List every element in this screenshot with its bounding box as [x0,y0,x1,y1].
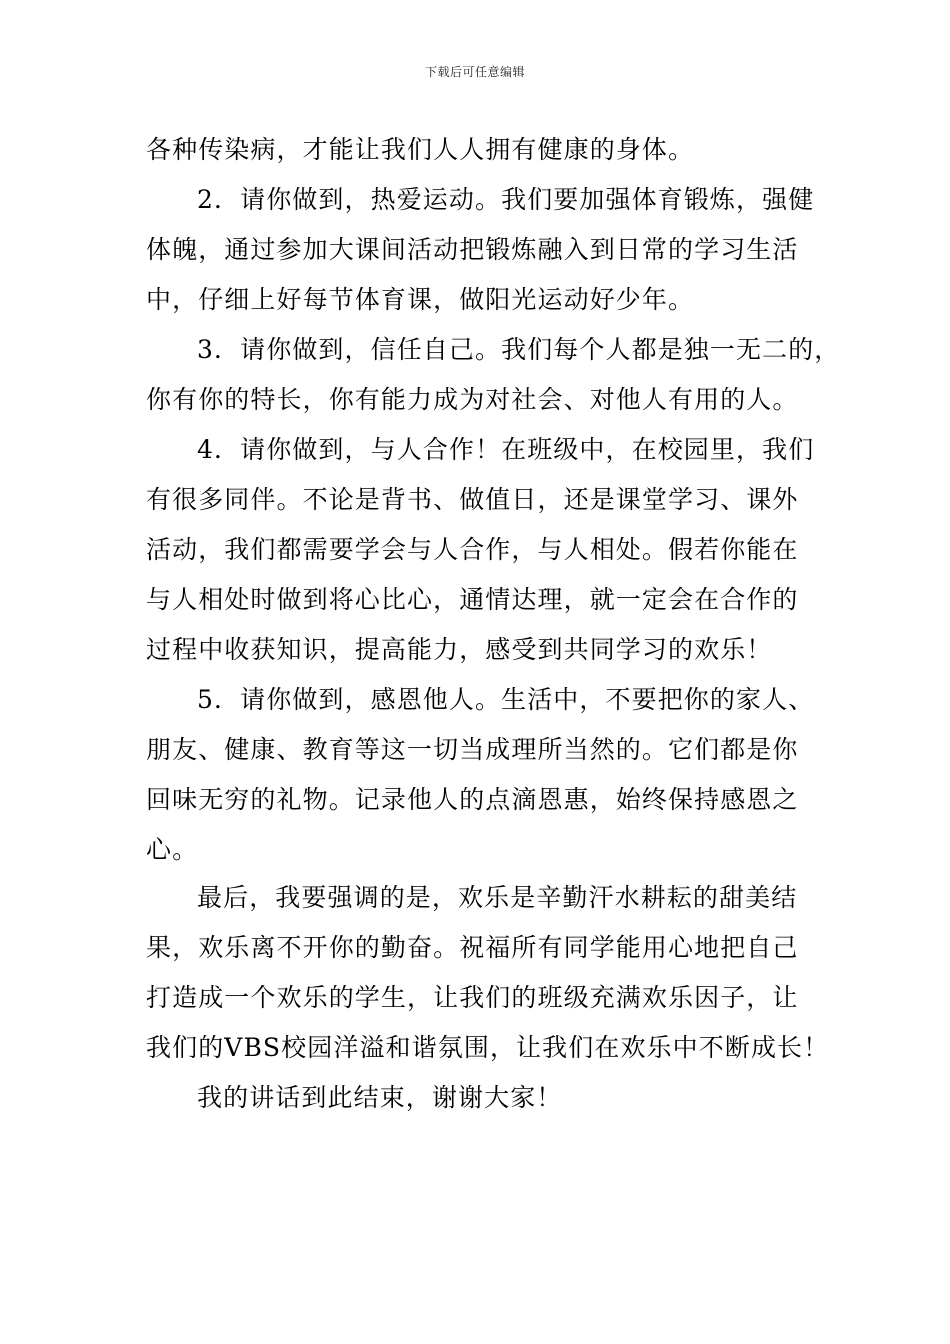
text-line: 打造成一个欢乐的学生，让我们的班级充满欢乐因子，让 [146,983,799,1012]
text-line: 我们的VBS校园洋溢和谐氛围，让我们在欢乐中不断成长！ [146,1033,830,1062]
text-line: 果，欢乐离不开你的勤奋。祝福所有同学能用心地把自己 [146,933,799,962]
text-line: 体魄，通过参加大课间活动把锻炼融入到日常的学习生活 [146,235,799,264]
text-line: 活动，我们都需要学会与人合作，与人相处。假若你能在 [146,535,799,564]
text-line: 心。 [146,835,199,864]
text-line: 5．请你做到，感恩他人。生活中，不要把你的家人、 [197,685,815,714]
text-line: 与人相处时做到将心比心，通情达理，就一定会在合作的 [146,585,799,614]
text-line: 最后，我要强调的是，欢乐是辛勤汗水耕耘的甜美结 [197,883,798,912]
text-line: 4．请你做到，与人合作！在班级中，在校园里，我们 [197,435,815,464]
text-line: 有很多同伴。不论是背书、做值日，还是课堂学习、课外 [146,485,799,514]
text-line: 过程中收获知识，提高能力，感受到共同学习的欢乐！ [146,635,773,664]
text-line: 各种传染病，才能让我们人人拥有健康的身体。 [146,135,695,164]
text-line: 你有你的特长，你有能力成为对社会、对他人有用的人。 [146,385,799,414]
text-line: 中，仔细上好每节体育课，做阳光运动好少年。 [146,285,695,314]
text-line: 我的讲话到此结束，谢谢大家！ [197,1083,563,1112]
text-line: 回味无穷的礼物。记录他人的点滴恩惠，始终保持感恩之 [146,785,799,814]
text-line: 3．请你做到，信任自己。我们每个人都是独一无二的， [197,335,841,364]
page-header: 下载后可任意编辑 [424,65,525,79]
text-line: 朋友、健康、教育等这一切当成理所当然的。它们都是你 [146,735,799,764]
text-line: 2．请你做到，热爱运动。我们要加强体育锻炼，强健 [197,185,815,214]
